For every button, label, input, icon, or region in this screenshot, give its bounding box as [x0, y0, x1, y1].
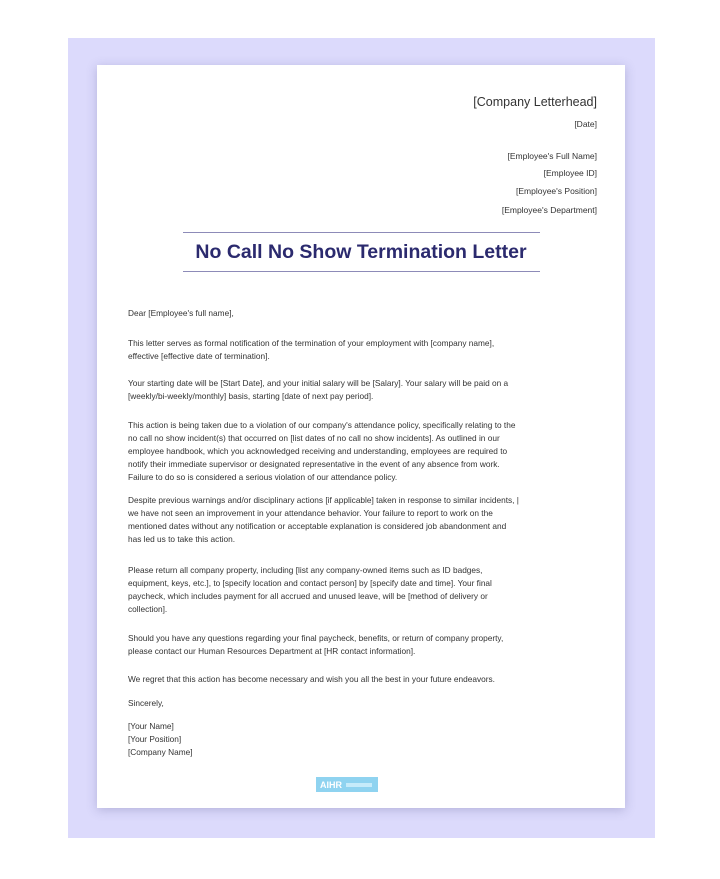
text-line: no call no show incident(s) that occurred on [list dates of no call no show incidents]. As outlined in our: [128, 433, 500, 443]
text-line: This action is being taken due to a violation of our company's attendance policy, specifically relating to the: [128, 420, 516, 430]
text-line: paycheck, which includes payment for all accrued and unused leave, will be [method of delivery or: [128, 591, 488, 601]
text-line: Should you have any questions regarding your final paycheck, benefits, or return of company property,: [128, 633, 504, 643]
salutation: Dear [Employee's full name],: [128, 308, 234, 318]
text-line: please contact our Human Resources Department at [HR contact information].: [128, 646, 416, 656]
text-line: notify their immediate supervisor or designated representative in the event of any absence from work.: [128, 459, 500, 469]
employee-department: [Employee's Department]: [501, 205, 597, 215]
text-line: Failure to do so is considered a serious violation of our attendance policy.: [128, 472, 398, 482]
paragraph-2: [128, 377, 508, 403]
text-line: We regret that this action has become necessary and wish you all the best in your future endeavors.: [128, 674, 495, 684]
paragraph-4: [128, 494, 519, 546]
paragraph-6: [128, 632, 503, 658]
logo-tagline-bar: [346, 783, 372, 787]
signature-position: [Your Position]: [128, 734, 182, 744]
paragraph-5: [128, 564, 492, 616]
text-line: effective [effective date of termination].: [128, 351, 270, 361]
signature-name: [Your Name]: [128, 721, 174, 731]
logo-text: AIHR: [320, 779, 342, 790]
title-rule-bottom: [183, 271, 540, 272]
text-line: mentioned dates without any notification or acceptable explanation is considered job abandonment and: [128, 521, 507, 531]
text-line: equipment, keys, etc.], to [specify location and contact person] by [specify date and time]. Your final: [128, 578, 492, 588]
text-line: collection].: [128, 604, 168, 614]
text-line: employee handbook, which you acknowledged receiving and understanding, employees are required to: [128, 446, 508, 456]
text-line: Your starting date will be [Start Date], and your initial salary will be [Salary]. Your salary will be paid on a: [128, 378, 509, 388]
paragraph-3: [128, 419, 515, 484]
text-line: [weekly/bi-weekly/monthly] basis, starting [date of next pay period].: [128, 391, 374, 401]
aihr-logo: [316, 777, 378, 792]
letter-page: [97, 65, 625, 808]
company-letterhead: [Company Letterhead]: [473, 95, 597, 109]
paragraph-1: [128, 337, 494, 363]
signature-company: [Company Name]: [128, 747, 193, 757]
title-rule-top: [183, 232, 540, 233]
employee-id: [Employee ID]: [543, 168, 597, 178]
text-line: has led us to take this action.: [128, 534, 236, 544]
paragraph-7: [128, 673, 495, 686]
closing: Sincerely,: [128, 698, 164, 708]
signature-block: [128, 720, 193, 759]
date: [Date]: [574, 119, 597, 129]
letter-title: No Call No Show Termination Letter: [195, 241, 527, 263]
text-line: we have not seen an improvement in your attendance behavior. Your failure to report to work on the: [128, 508, 493, 518]
text-line: This letter serves as formal notification of the termination of your employment with [company name],: [128, 338, 495, 348]
employee-full-name: [Employee's Full Name]: [507, 151, 597, 161]
text-line: Despite previous warnings and/or disciplinary actions [if applicable] taken in response to similar incidents, |: [128, 495, 519, 505]
text-line: Please return all company property, including [list any company-owned items such as ID badges,: [128, 565, 483, 575]
employee-position: [Employee's Position]: [516, 186, 597, 196]
